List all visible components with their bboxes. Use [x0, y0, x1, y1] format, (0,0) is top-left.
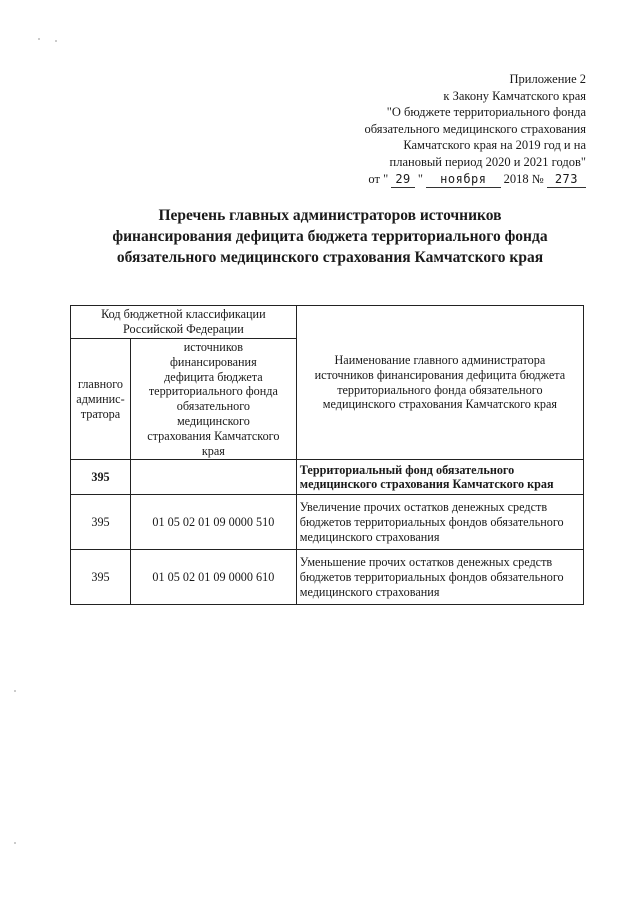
administrator-name-cell: Территориальный фонд обязательного медицинского страхования Камчатского края [296, 460, 583, 495]
table-row [71, 460, 584, 495]
appendix-line: Камчатского края на 2019 год и на [403, 138, 586, 153]
table-row [71, 550, 584, 605]
title-line: обязательного медицинского страхования Камчатского края [116, 249, 544, 266]
scan-speck [14, 842, 16, 844]
title-line: финансирования дефицита бюджета территориального фонда [112, 228, 548, 245]
header-administrator-name: Наименование главного администратора источников финансирования дефицита бюджета территориального фонда обязательного медицинского страхования Камчатского края [296, 306, 583, 460]
number-sign: № [531, 171, 544, 186]
source-code-cell [130, 460, 296, 495]
appendix-line: обязательного медицинского страхования [364, 121, 586, 136]
admin-code-cell: 395 [71, 495, 131, 550]
scan-speck [14, 690, 16, 692]
scan-speck [38, 38, 40, 40]
date-mid: " [417, 171, 424, 186]
date-prefix: от " [368, 171, 389, 186]
administrator-name-cell: Уменьшение прочих остатков денежных средств бюджетов территориальных фондов обязательного медицинского страхования [296, 550, 583, 605]
law-date-line [300, 171, 586, 189]
date-year: 2018 [503, 171, 529, 186]
appendix-line: плановый период 2020 и 2021 годов" [389, 154, 586, 169]
appendix-line: Приложение 2 [509, 72, 586, 86]
date-day: 29 [391, 171, 414, 189]
administrator-name-cell: Увеличение прочих остатков денежных средств бюджетов территориальных фондов обязательного медицинского страхования [296, 495, 583, 550]
administrators-table [70, 305, 584, 605]
appendix-line: к Закону Камчатского края [443, 88, 586, 103]
title-line: Перечень главных администраторов источников [158, 207, 502, 224]
admin-code-cell: 395 [71, 460, 131, 495]
document-title [60, 205, 600, 268]
admin-code-cell: 395 [71, 550, 131, 605]
appendix-header [300, 71, 586, 188]
header-financing-sources: источников финансирования дефицита бюджета территориального фонда обязательного медицинского страхования Камчатского края [130, 339, 296, 460]
date-month: ноября [426, 171, 500, 189]
scan-speck [55, 40, 57, 42]
header-main-administrator: главного админис-тратора [71, 339, 131, 460]
appendix-line: "О бюджете территориального фонда [386, 105, 586, 120]
table-header-row [71, 306, 584, 339]
law-number: 273 [547, 171, 586, 189]
source-code-cell: 01 05 02 01 09 0000 510 [130, 495, 296, 550]
table-row [71, 495, 584, 550]
source-code-cell: 01 05 02 01 09 0000 610 [130, 550, 296, 605]
header-classification-code: Код бюджетной классификации Российской Федерации [71, 306, 297, 339]
